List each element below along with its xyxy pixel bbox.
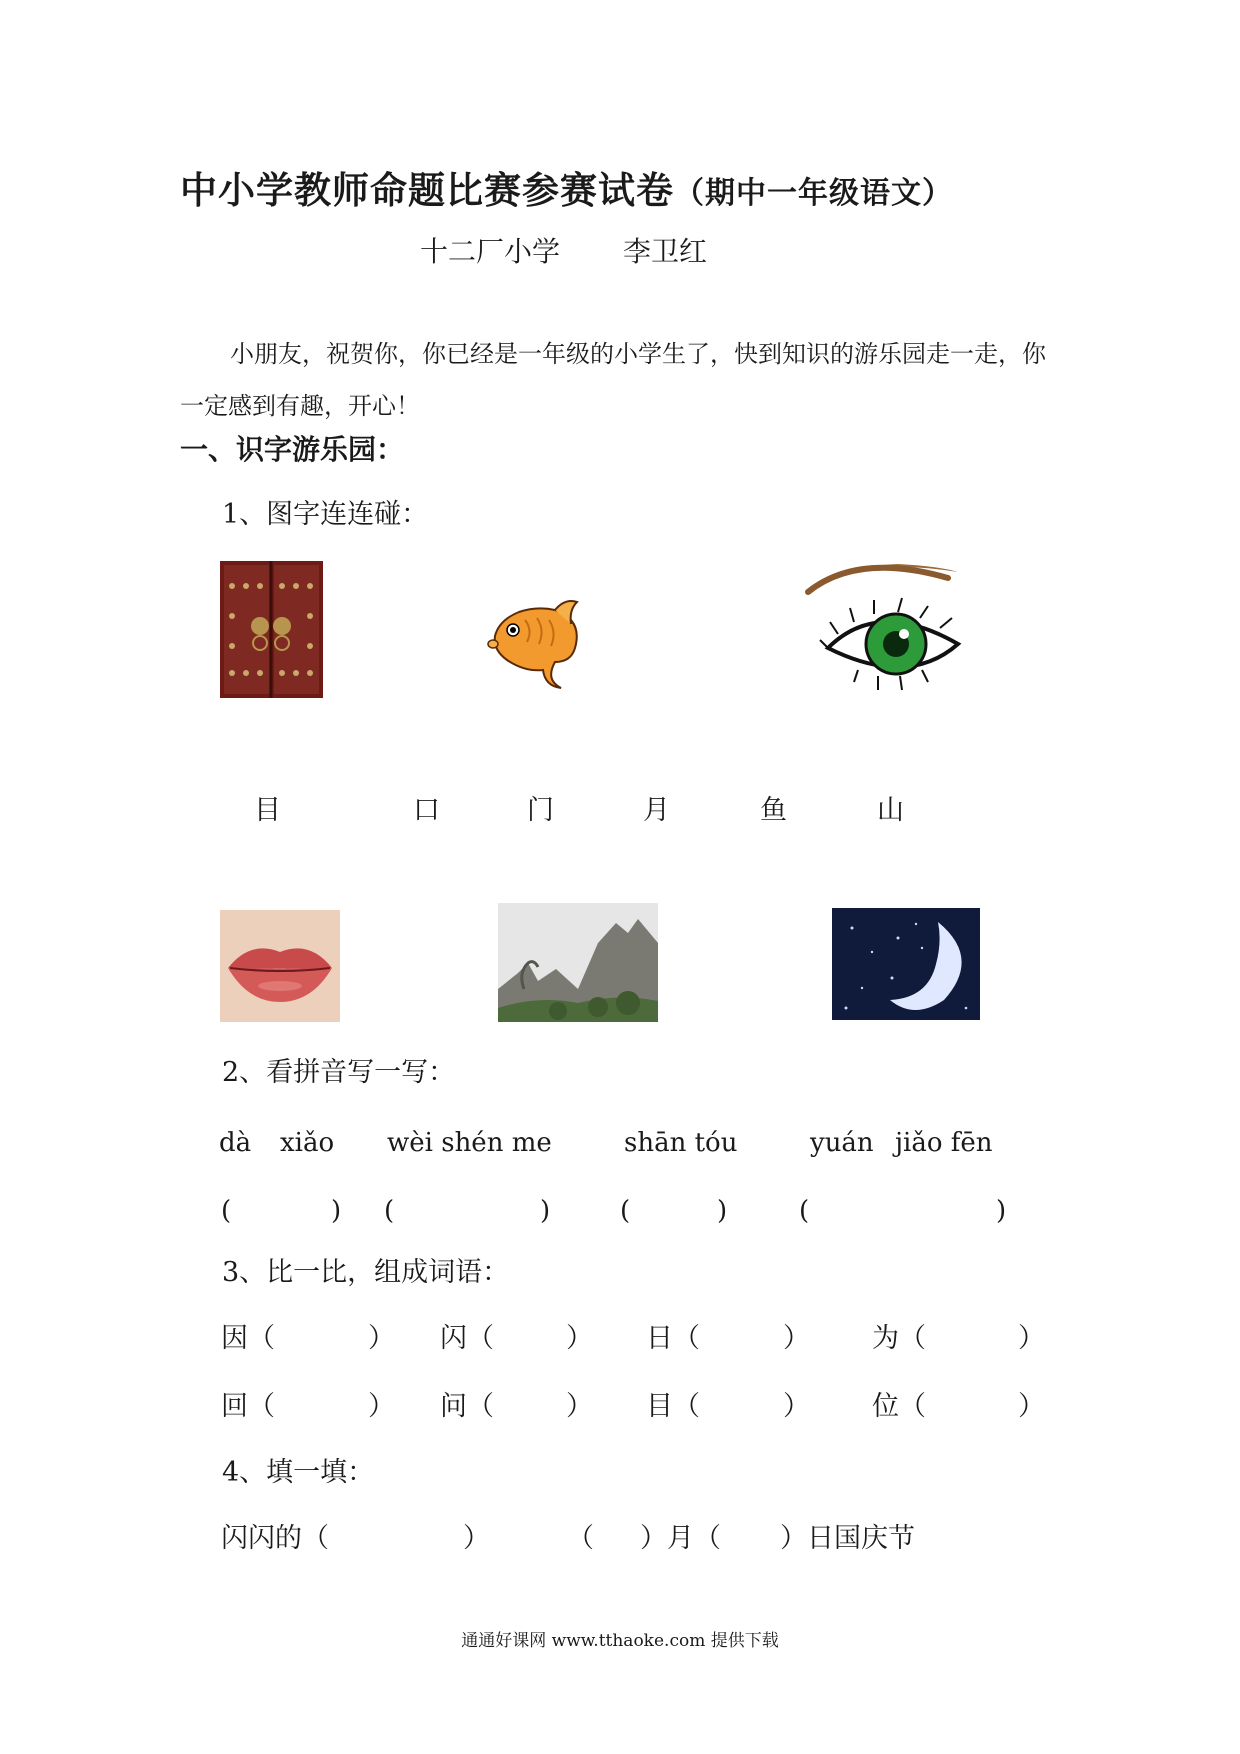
word-prompt: 闪（ [440, 1323, 494, 1354]
moon-image [832, 908, 980, 1020]
word-prompt: 位（ [872, 1391, 926, 1422]
char-item[interactable]: 门 [527, 795, 554, 826]
q1-label: 1、图字连连碰： [222, 499, 429, 530]
lips-image [220, 910, 340, 1022]
word-close: ） [783, 1323, 810, 1354]
eye-image [798, 548, 968, 706]
answer-open: ( [221, 1196, 232, 1226]
title-sub: （期中一年级语文） [674, 176, 953, 211]
answer-close: ) [540, 1196, 551, 1226]
page-title [180, 160, 953, 214]
fill-text: ） [463, 1523, 490, 1554]
door-image [220, 561, 323, 698]
pinyin-item: dà [219, 1128, 252, 1158]
pinyin-item: xiǎo [280, 1128, 335, 1158]
answer-blank[interactable] [636, 1190, 716, 1226]
fill-text: 闪闪的（ [221, 1523, 329, 1554]
word-close: ） [566, 1323, 593, 1354]
word-prompt: 目（ [646, 1391, 700, 1422]
answer-open: ( [384, 1196, 395, 1226]
answer-blank[interactable] [240, 1190, 330, 1226]
q4-label: 4、填一填： [222, 1457, 375, 1488]
answer-close: ) [331, 1196, 342, 1226]
fill-text: ）日国庆节 [780, 1523, 915, 1554]
fill-text: ）月（ [640, 1523, 721, 1554]
section-heading: 一、识字游乐园： [180, 433, 405, 466]
intro-paragraph: 小朋友，祝贺你，你已经是一年级的小学生了，快到知识的游乐园走一走，你一定感到有趣，开心！ [180, 340, 1046, 420]
author-name: 李卫红 [623, 235, 708, 268]
answer-close: ) [996, 1196, 1007, 1226]
pinyin-item: shān tóu [624, 1128, 738, 1158]
word-prompt: 回（ [221, 1391, 275, 1422]
q2-label: 2、看拼音写一写： [222, 1057, 456, 1088]
answer-blank[interactable] [400, 1190, 530, 1226]
char-item[interactable]: 山 [877, 795, 904, 826]
word-prompt: 日（ [646, 1323, 700, 1354]
char-item[interactable]: 口 [413, 795, 440, 826]
word-prompt: 因（ [221, 1323, 275, 1354]
pinyin-item: yuán [810, 1128, 874, 1158]
answer-blank[interactable] [815, 1190, 985, 1226]
word-close: ） [368, 1391, 395, 1422]
footer-credit: 通通好课网 www.tthaoke.com 提供下载 [461, 1631, 779, 1651]
word-close: ） [566, 1391, 593, 1422]
word-close: ） [783, 1391, 810, 1422]
char-item[interactable]: 鱼 [760, 795, 787, 826]
word-close: ） [1018, 1391, 1045, 1422]
word-prompt: 为（ [872, 1323, 926, 1354]
char-item[interactable]: 目 [254, 795, 281, 826]
school-name: 十二厂小学 [420, 235, 561, 268]
q3-label: 3、比一比，组成词语： [222, 1257, 510, 1288]
answer-open: ( [799, 1196, 810, 1226]
mountain-image [498, 903, 658, 1022]
pinyin-item: jiǎo fēn [895, 1128, 993, 1158]
char-item[interactable]: 月 [643, 795, 670, 826]
word-prompt: 问（ [440, 1391, 494, 1422]
pinyin-item: wèi shén me [387, 1128, 552, 1158]
title-main: 中小学教师命题比赛参赛试卷 [180, 169, 674, 212]
word-close: ） [368, 1323, 395, 1354]
fill-text: （ [567, 1523, 594, 1554]
answer-close: ) [717, 1196, 728, 1226]
fish-image [485, 590, 590, 690]
word-close: ） [1018, 1323, 1045, 1354]
answer-open: ( [620, 1196, 631, 1226]
